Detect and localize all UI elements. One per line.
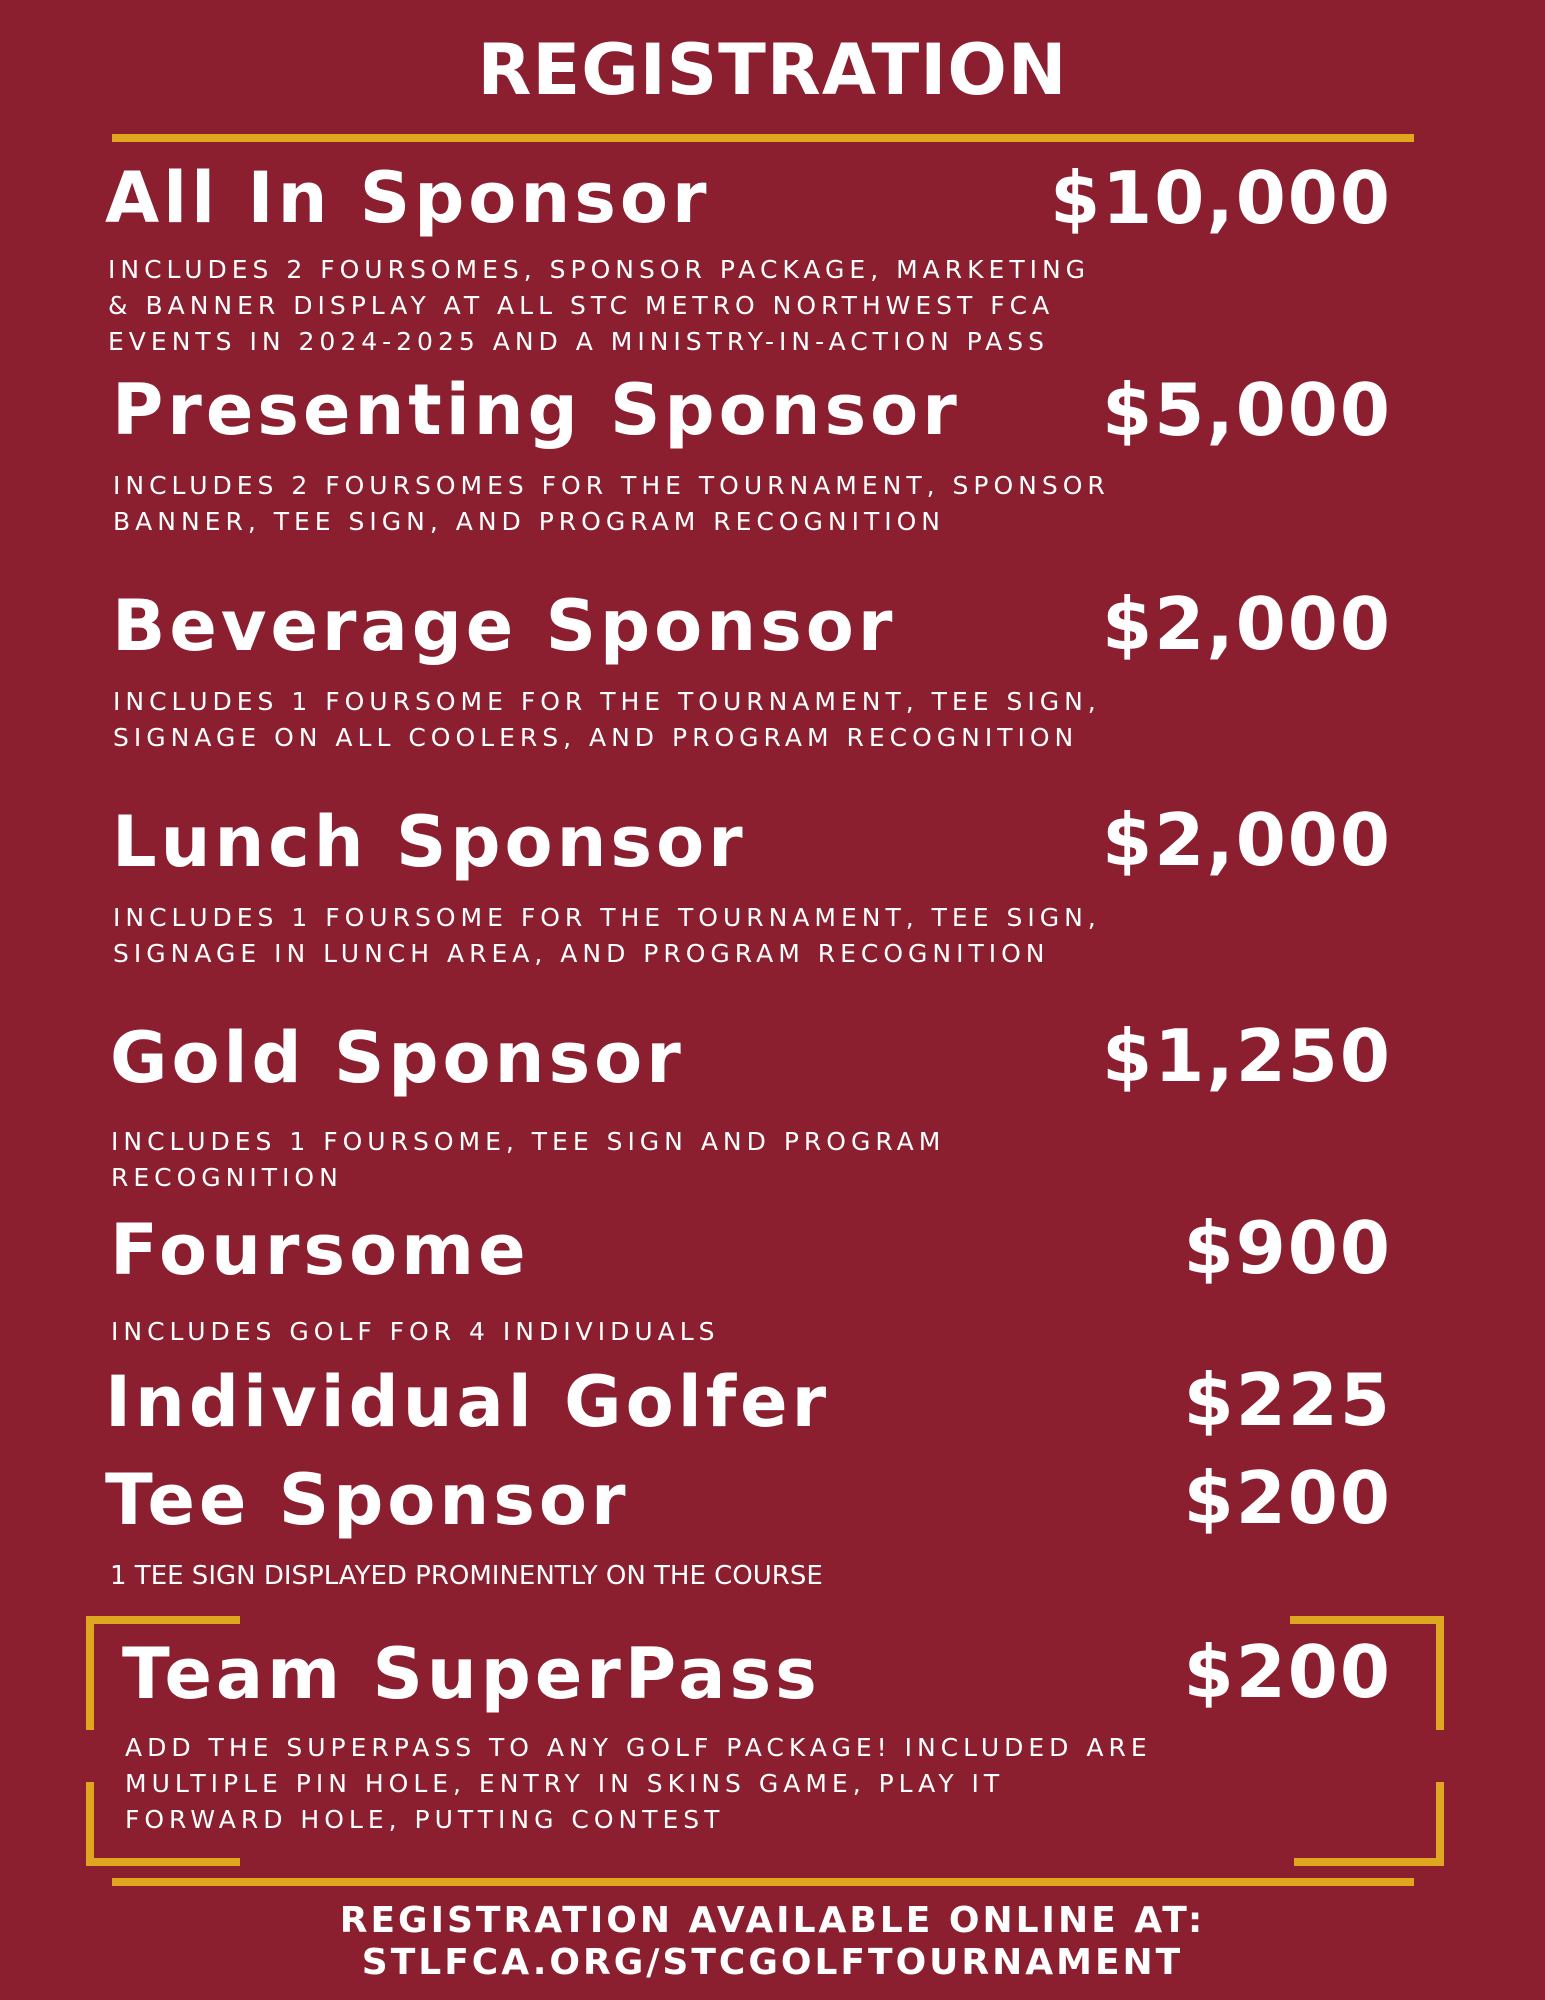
footer-url: STLFCA.ORG/STCGOLFTOURNAMENT [361, 1942, 1184, 1983]
package-name-gold: Gold Sponsor [110, 1017, 685, 1099]
package-desc-superpass-line-3: FORWARD HOLE, PUTTING CONTEST [125, 1805, 725, 1834]
package-name-all-in: All In Sponsor [105, 157, 711, 239]
package-name-foursome: Foursome [110, 1209, 530, 1291]
package-price-all-in: $10,000 [1050, 156, 1392, 240]
top-divider [112, 134, 1414, 142]
package-desc-lunch-line-1: INCLUDES 1 FOURSOME FOR THE TOURNAMENT, TEE SIGN, [113, 903, 1101, 932]
package-price-gold: $1,250 [1102, 1014, 1392, 1098]
package-price-individual-golfer: $225 [1183, 1358, 1392, 1442]
package-name-lunch: Lunch Sponsor [112, 801, 747, 883]
package-desc-beverage-line-1: INCLUDES 1 FOURSOME FOR THE TOURNAMENT, TEE SIGN, [113, 687, 1101, 716]
package-desc-gold-line-1: INCLUDES 1 FOURSOME, TEE SIGN AND PROGRAM [111, 1127, 946, 1156]
package-price-team-superpass: $200 [1183, 1630, 1392, 1714]
package-desc-beverage-line-2: SIGNAGE ON ALL COOLERS, AND PROGRAM RECOGNITION [113, 723, 1079, 752]
package-desc-all-in-line-3: EVENTS IN 2024-2025 AND A MINISTRY-IN-ACTION PASS [108, 327, 1049, 356]
package-desc-presenting-line-2: BANNER, TEE SIGN, AND PROGRAM RECOGNITION [113, 507, 945, 536]
package-price-beverage: $2,000 [1102, 582, 1392, 666]
package-price-foursome: $900 [1183, 1206, 1392, 1290]
package-name-presenting: Presenting Sponsor [112, 369, 961, 451]
registration-footer [0, 1900, 1545, 1984]
package-desc-superpass-line-2: MULTIPLE PIN HOLE, ENTRY IN SKINS GAME, PLAY IT [125, 1769, 1005, 1798]
bottom-divider [112, 1878, 1414, 1886]
footer-line-1: REGISTRATION AVAILABLE ONLINE AT: [339, 1900, 1206, 1941]
package-desc-presenting-line-1: INCLUDES 2 FOURSOMES FOR THE TOURNAMENT, SPONSOR [113, 471, 1110, 500]
package-desc-superpass-line-1: ADD THE SUPERPASS TO ANY GOLF PACKAGE! INCLUDED ARE [125, 1733, 1152, 1762]
package-desc-foursome-line-1: INCLUDES GOLF FOR 4 INDIVIDUALS [111, 1317, 720, 1346]
package-desc-gold-line-2: RECOGNITION [111, 1163, 343, 1192]
package-desc-all-in-line-2: & BANNER DISPLAY AT ALL STC METRO NORTHWEST FCA [108, 291, 1055, 320]
package-desc-all-in-line-1: INCLUDES 2 FOURSOMES, SPONSOR PACKAGE, MARKETING [108, 255, 1091, 284]
package-name-beverage: Beverage Sponsor [112, 585, 897, 667]
superpass-frame-bottom-right [1294, 1782, 1444, 1866]
package-name-individual-golfer: Individual Golfer [105, 1361, 831, 1443]
package-name-team-superpass: Team SuperPass [122, 1633, 821, 1715]
page-title: REGISTRATION [477, 29, 1068, 111]
package-price-lunch: $2,000 [1102, 798, 1392, 882]
package-desc-tee-sponsor-line-1: 1 TEE SIGN DISPLAYED PROMINENTLY ON THE COURSE [110, 1561, 823, 1591]
package-desc-lunch-line-2: SIGNAGE IN LUNCH AREA, AND PROGRAM RECOGNITION [113, 939, 1050, 968]
package-price-presenting: $5,000 [1102, 368, 1392, 452]
package-name-tee-sponsor: Tee Sponsor [105, 1459, 630, 1541]
package-price-tee-sponsor: $200 [1183, 1456, 1392, 1540]
